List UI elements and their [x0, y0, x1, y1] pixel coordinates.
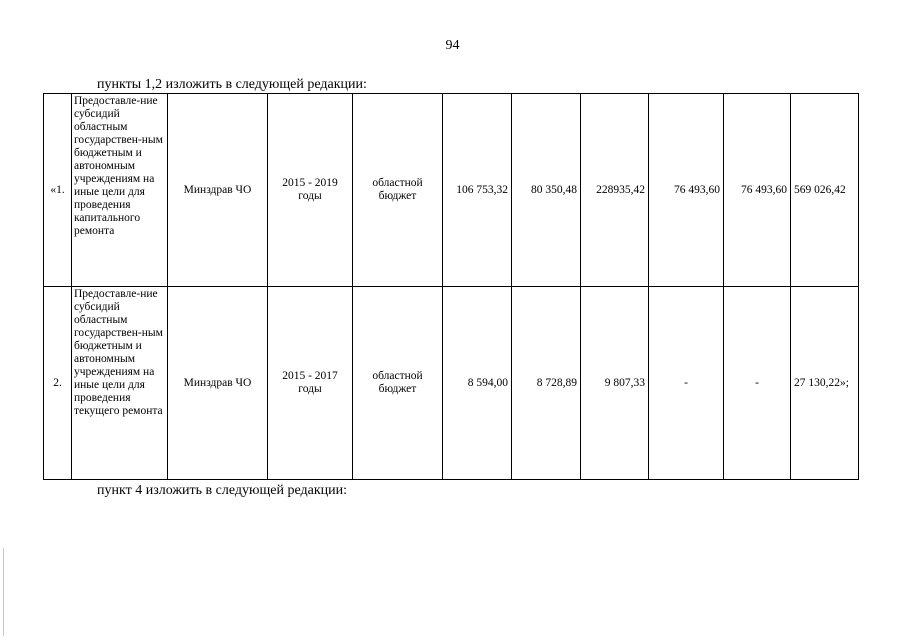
row-value-5: - — [724, 287, 791, 480]
table-row — [44, 287, 859, 480]
row-value-2: 8 728,89 — [512, 287, 581, 480]
row-number: «1. — [44, 94, 72, 287]
row-value-4: 76 493,60 — [649, 94, 724, 287]
budget-table — [43, 93, 859, 480]
intro-paragraph: пункты 1,2 изложить в следующей редакции: — [97, 77, 367, 92]
closing-paragraph: пункт 4 изложить в следующей редакции: — [97, 483, 347, 498]
row-name: Предоставле-ние субсидий областным государствен-ным бюджетным и автономным учреждениям на иные цели для проведения текущего ремонта — [72, 287, 168, 480]
scan-margin-line — [3, 548, 4, 636]
row-value-4: - — [649, 287, 724, 480]
row-value-1: 106 753,32 — [443, 94, 512, 287]
row-value-5: 76 493,60 — [724, 94, 791, 287]
row-name: Предоставле-ние субсидий областным государствен-ным бюджетным и автономным учреждениям на иные цели для проведения капитального ремонта — [72, 94, 168, 287]
row-number: 2. — [44, 287, 72, 480]
row-source: областной бюджет — [353, 287, 443, 480]
row-value-3: 228935,42 — [581, 94, 649, 287]
row-total: 569 026,42 — [791, 94, 859, 287]
row-value-1: 8 594,00 — [443, 287, 512, 480]
table-row — [44, 94, 859, 287]
row-executor: Минздрав ЧО — [168, 287, 268, 480]
row-period: 2015 - 2019 годы — [268, 94, 353, 287]
row-period: 2015 - 2017 годы — [268, 287, 353, 480]
row-total: 27 130,22»; — [791, 287, 859, 480]
row-value-3: 9 807,33 — [581, 287, 649, 480]
row-executor: Минздрав ЧО — [168, 94, 268, 287]
page-number: 94 — [445, 38, 460, 53]
row-value-2: 80 350,48 — [512, 94, 581, 287]
row-source: областной бюджет — [353, 94, 443, 287]
